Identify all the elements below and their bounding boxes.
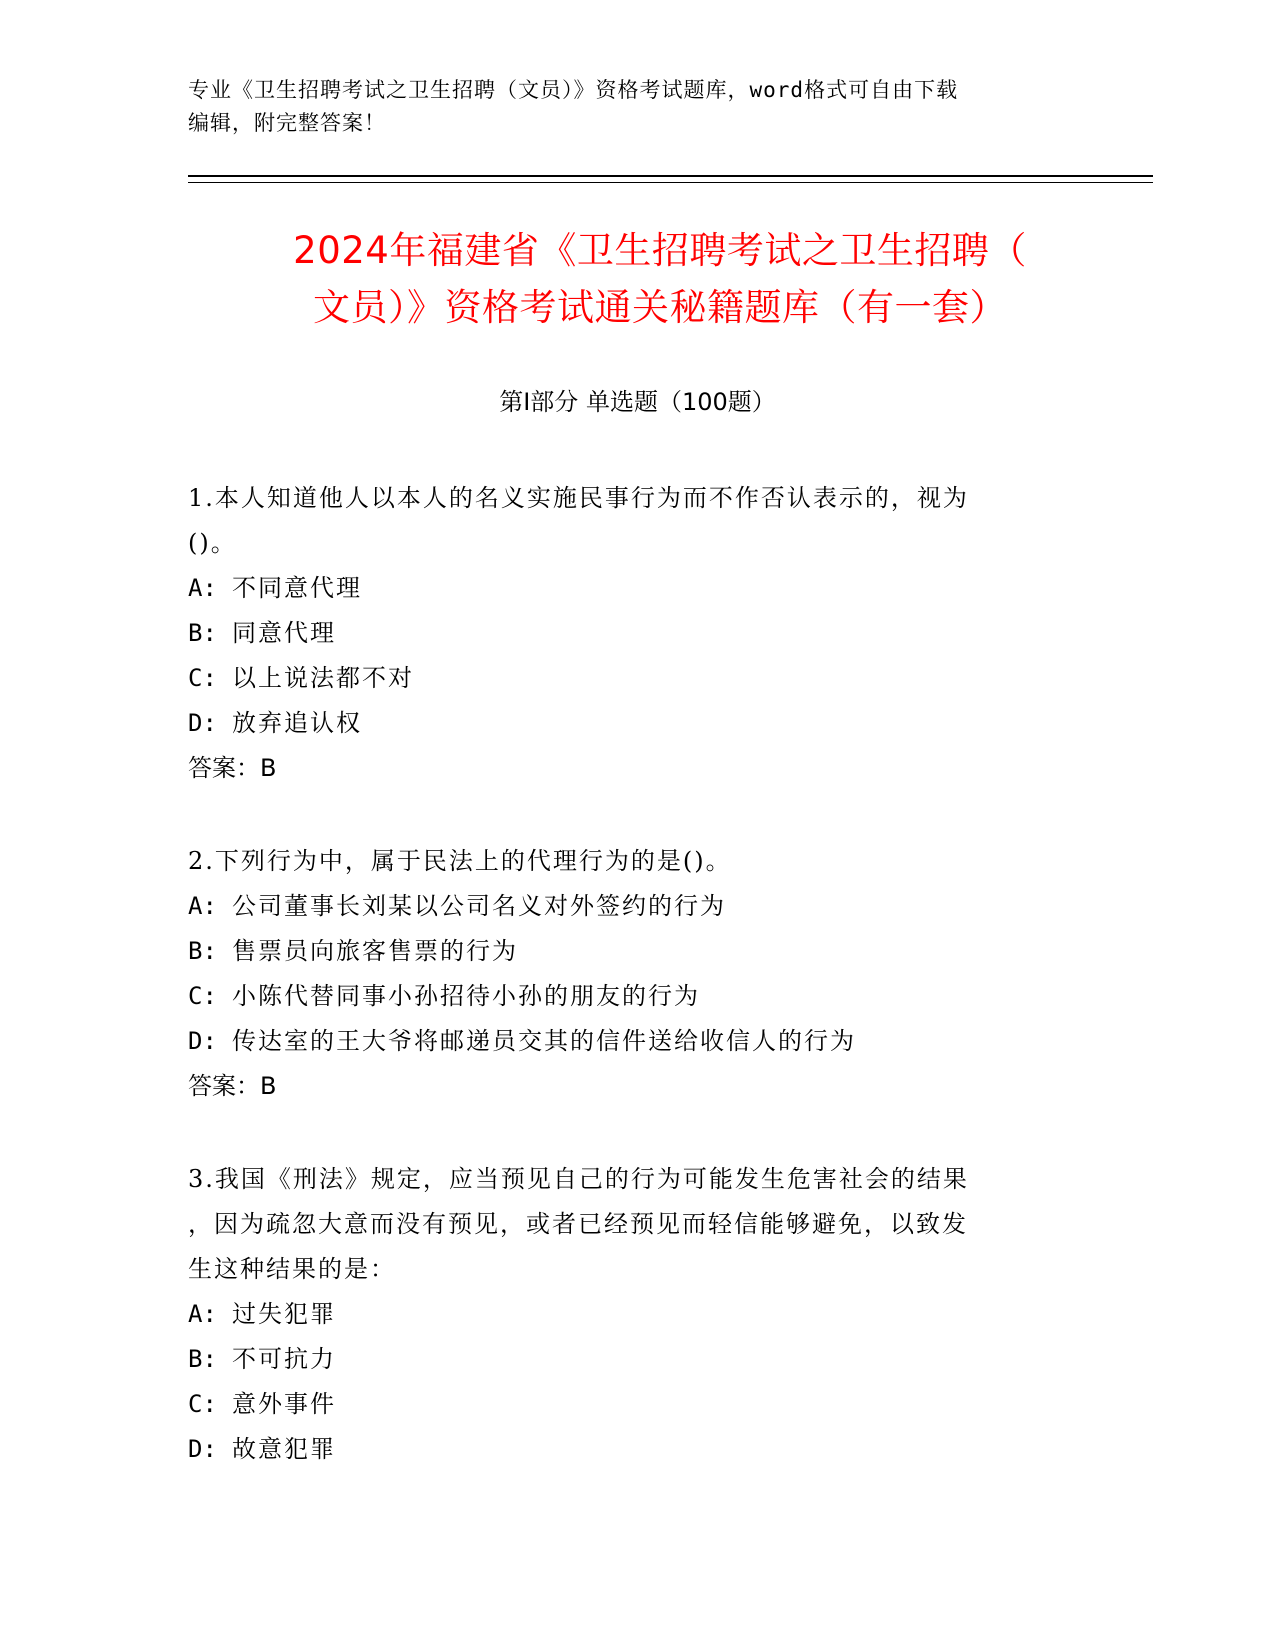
option-text: 售票员向旅客售票的行为 [232,937,518,965]
question-stem-line: ()。 [188,529,237,557]
question-stem-line: 2.下列行为中，属于民法上的代理行为的是()。 [188,847,732,875]
option-text: 故意犯罪 [232,1435,336,1463]
option-text: 传达室的王大爷将邮递员交其的信件送给收信人的行为 [232,1027,856,1055]
header-note-line-1: 专业《卫生招聘考试之卫生招聘（文员）》资格考试题库，word格式可自由下载 [188,78,959,102]
option-text: 意外事件 [232,1390,336,1418]
document-title [180,222,1140,336]
option-key: D: [188,1027,217,1055]
option-key: B: [188,937,217,965]
option-text: 不同意代理 [232,574,362,602]
option-text: 小陈代替同事小孙招待小孙的朋友的行为 [232,982,700,1010]
answer-option [188,656,1068,701]
section-title: 第Ⅰ部分 单选题（100题） [499,388,776,416]
question-stem-line: ，因为疏忽大意而没有预见，或者已经预见而轻信能够避免，以致发 [188,1210,968,1238]
question-stem-line: 3.我国《刑法》规定，应当预见自己的行为可能发生危害社会的结果 [188,1165,969,1193]
answer-option [188,1382,1068,1427]
answer-line: 答案：B [188,754,277,782]
option-text: 以上说法都不对 [232,664,414,692]
question-list [188,476,1068,1520]
option-text: 不可抗力 [232,1345,336,1373]
header-divider-thick [188,175,1153,177]
option-key: A: [188,574,217,602]
option-text: 同意代理 [232,619,336,647]
answer-option [188,929,1068,974]
option-key: C: [188,664,217,692]
option-key: D: [188,1435,217,1463]
answer-line: 答案：B [188,1072,277,1100]
option-text: 公司董事长刘某以公司名义对外签约的行为 [232,892,726,920]
answer-option [188,974,1068,1019]
answer-option [188,701,1068,746]
option-key: A: [188,1300,217,1328]
option-text: 过失犯罪 [232,1300,336,1328]
option-key: B: [188,1345,217,1373]
answer-option [188,1019,1068,1064]
answer-option [188,566,1068,611]
option-key: D: [188,709,217,737]
answer-option [188,1427,1068,1472]
answer-option [188,1292,1068,1337]
document-title-line-1: 2024年福建省《卫生招聘考试之卫生招聘（ [293,229,1027,272]
question-1 [188,476,1068,791]
option-key: B: [188,619,217,647]
answer-option [188,611,1068,656]
document-title-line-2: 文员）》资格考试通关秘籍题库（有一套） [313,286,1007,329]
question-3 [188,1157,1068,1472]
question-2 [188,839,1068,1109]
option-key: C: [188,1390,217,1418]
option-key: C: [188,982,217,1010]
option-text: 放弃追认权 [232,709,362,737]
question-stem-line: 生这种结果的是： [188,1255,396,1283]
option-key: A: [188,892,217,920]
answer-option [188,884,1068,929]
header-divider-thin [188,182,1153,183]
header-note [188,74,1068,140]
header-note-line-2: 编辑，附完整答案！ [188,111,386,135]
answer-option [188,1337,1068,1382]
question-stem-line: 1.本人知道他人以本人的名义实施民事行为而不作否认表示的，视为 [188,484,969,512]
